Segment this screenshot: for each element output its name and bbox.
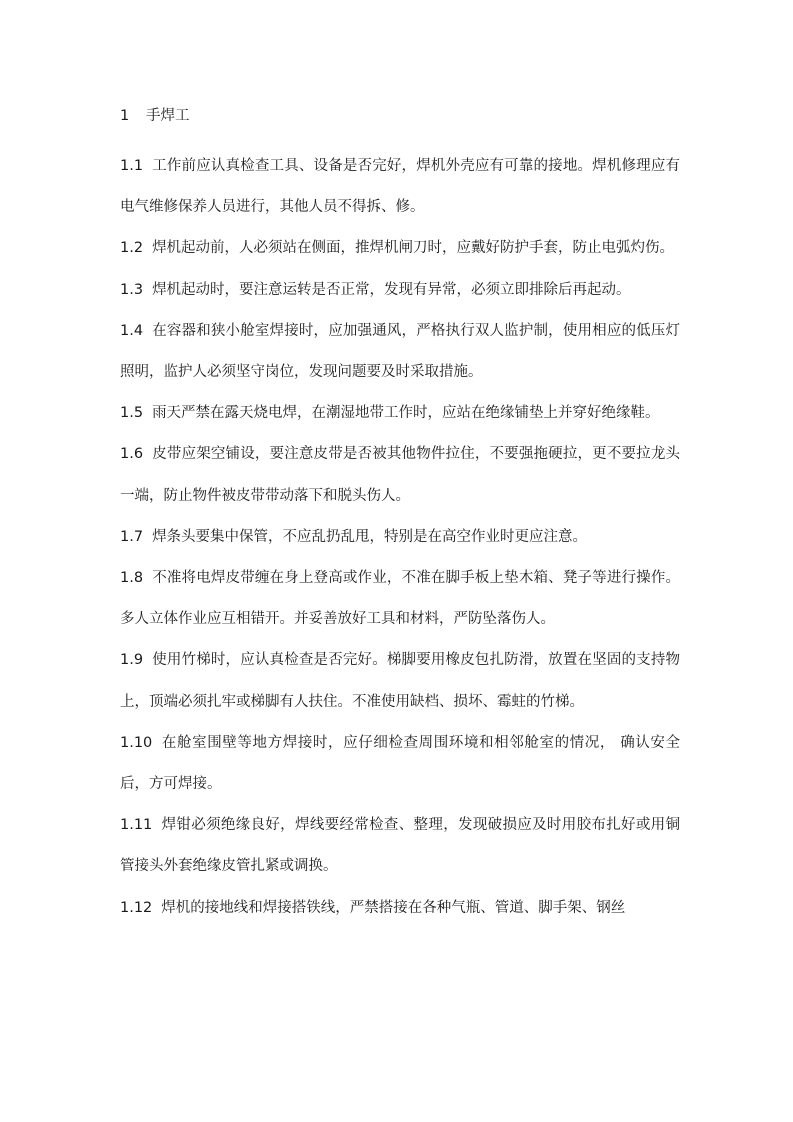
- section-heading: [120, 104, 190, 128]
- rule-item: [120, 228, 680, 269]
- rule-text: 不准将电焊皮带缠在身上登高或作业，不准在脚手板上垫木箱、凳子等进行操作。多人立体作业应互相错开。并妥善放好工具和材料，严防坠落伤人。: [120, 570, 680, 628]
- rule-text: 雨天严禁在露天烧电焊，在潮湿地带工作时，应站在绝缘铺垫上并穿好绝缘鞋。: [152, 405, 660, 422]
- rule-item: [120, 558, 680, 640]
- rule-text: 使用竹梯时，应认真检查是否完好。梯脚要用橡皮包扎防滑，放置在坚固的支持物上，顶端必须扎牢或梯脚有人扶住。不准使用缺档、损坏、霉蛀的竹梯。: [120, 652, 680, 710]
- rule-text: 焊机起动前，人必须站在侧面，推焊机闸刀时，应戴好防护手套，防止电弧灼伤。: [152, 240, 675, 257]
- rule-number: 1.4: [120, 322, 144, 339]
- rule-number: 1.9: [120, 652, 144, 669]
- rule-text: 在舱室围壁等地方焊接时，应仔细检查周围环境和相邻舱室的情况， 确认安全后，方可焊接。: [120, 734, 680, 793]
- rule-number: 1.1: [120, 158, 144, 174]
- section-title: 手焊工: [146, 108, 190, 124]
- rule-item: [120, 434, 680, 516]
- rule-text: 工作前应认真检查工具、设备是否完好，焊机外壳应有可靠的接地。焊机修理应有电气维修保养人员进行，其他人员不得拆、修。: [120, 158, 680, 216]
- rule-item: [120, 270, 680, 311]
- rule-text: 焊机的接地线和焊接搭铁线，严禁搭接在各种气瓶、管道、脚手架、钢丝: [161, 899, 626, 916]
- rule-number: 1.2: [120, 240, 144, 257]
- rule-item: [120, 393, 680, 434]
- rule-item: [120, 888, 680, 929]
- rule-item: [120, 146, 680, 228]
- rule-text: 在容器和狭小舱室焊接时，应加强通风，严格执行双人监护制，使用相应的低压灯照明，监护人必须坚守岗位，发现问题要及时采取措施。: [120, 322, 680, 381]
- rule-number: 1.8: [120, 570, 144, 587]
- rule-text: 皮带应架空铺设，要注意皮带是否被其他物件拉住，不要强拖硬拉，更不要拉龙头一端，防止物件被皮带带动落下和脱头伤人。: [120, 446, 680, 504]
- rule-number: 1.12: [120, 899, 153, 916]
- rule-number: 1.11: [120, 817, 153, 834]
- rule-item: [120, 640, 680, 722]
- rule-number: 1.6: [120, 446, 144, 463]
- rule-text: 焊机起动时，要注意运转是否正常，发现有异常，必须立即排除后再起动。: [152, 281, 631, 298]
- rule-item: [120, 805, 680, 887]
- section-number: 1: [120, 108, 130, 124]
- rule-number: 1.10: [120, 734, 153, 751]
- rule-number: 1.7: [120, 528, 144, 545]
- rule-number: 1.3: [120, 281, 144, 298]
- rule-item: [120, 723, 680, 805]
- rule-text: 焊钳必须绝缘良好，焊线要经常检查、整理，发现破损应及时用胶布扎好或用铜管接头外套绝缘皮管扎紧或调换。: [120, 817, 680, 875]
- rule-number: 1.5: [120, 405, 144, 422]
- rule-text: 焊条头要集中保管，不应乱扔乱甩，特别是在高空作业时更应注意。: [152, 528, 588, 545]
- rule-list: [120, 146, 680, 929]
- rule-item: [120, 517, 680, 558]
- rule-item: [120, 311, 680, 393]
